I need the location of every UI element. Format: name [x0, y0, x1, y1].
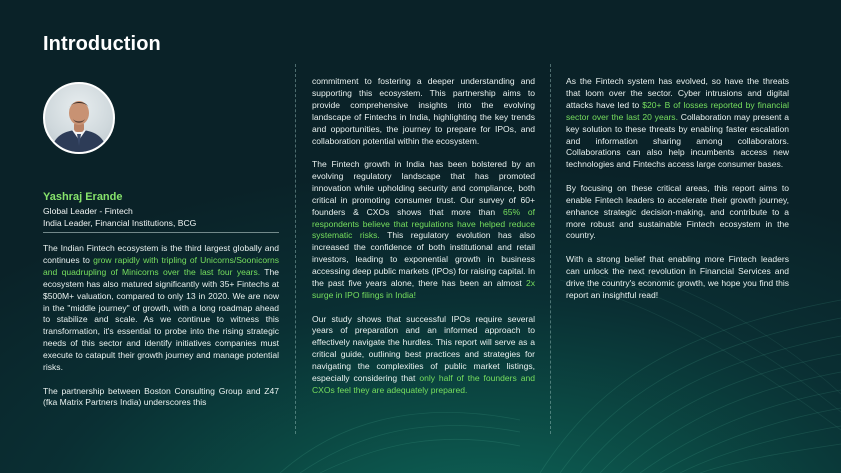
text: Collaboration may present a key solution to these threats by enabling faster escalation and information sharing among collaborators. Collaborations can also help incumbents access new technologies and Fintechs access large consumer bases.: [566, 111, 789, 170]
column-3: [566, 76, 789, 313]
text: By focusing on these critical areas, this report aims to enable Fintech leaders to accelerate their growth journey, enhance strategic decision-making, and contribute to a more robust and sustainable Fintech ecosystem in the country.: [566, 182, 789, 241]
highlight-text: 2x surge in IPO filings in India!: [312, 278, 535, 300]
page-title: Introduction: [43, 33, 161, 55]
highlight-text: only half of the founders and CXOs feel they are adequately prepared.: [312, 373, 535, 395]
paragraph: [312, 314, 535, 397]
author-avatar: [43, 82, 115, 154]
paragraph: [566, 254, 789, 302]
text: As the Fintech system has evolved, so have the threats that loom over the sector. Cyber intrusions and digital attacks have led to: [566, 76, 789, 110]
column-1: [43, 243, 279, 421]
author-role-line1: Global Leader - Fintech: [43, 206, 133, 216]
column-2: [312, 76, 535, 408]
paragraph: [566, 76, 789, 171]
text: The Fintech growth in India has been bolstered by an evolving regulatory landscape that has promoted innovation while upholding security and compliance, both critical in promoting consumer trust. Our survey of 60+ founders & CXOs shows that more than: [312, 159, 535, 217]
highlight-text: $20+ B of losses reported by financial sector over the last 20 years.: [566, 99, 789, 122]
text: The partnership between Boston Consulting Group and Z47 (fka Matrix Partners India) underscores this: [43, 385, 279, 408]
column-divider-2: [550, 64, 551, 434]
text: commitment to fostering a deeper understanding and supporting this ecosystem. This partnership aims to provide comprehensive insights into the evolving landscape of Fintechs in India, highlighting the key trends and opportunities, the journey to prepare for IPOs, and collaboration potential within the ecosystem.: [312, 76, 535, 146]
text: The ecosystem has also matured significantly with 35+ Fintechs at $500M+ valuation, compared to only 13 in 2020. We are now in the "middle journey" of growth, with a long roadmap ahead to stabilize and scale. As we continue to witness this transformation, it's essential to probe into the rising strategic needs of this sector and identify initiatives companies must execute to catapult their growth journey and manage potential risks.: [43, 266, 279, 373]
author-role-line2: India Leader, Financial Institutions, BCG: [43, 218, 197, 228]
text: The Indian Fintech ecosystem is the third largest globally and continues to: [43, 243, 279, 265]
paragraph: [566, 183, 789, 243]
highlight-text: grow rapidly with tripling of Unicorns/Soonicorns and quadrupling of Minicorns over the last four years.: [43, 254, 279, 277]
text: Our study shows that successful IPOs require several years of preparation and an informed approach to effectively navigate the hurdles. This report will serve as a critical guide, outlining best practices and strategies for navigating the complexities of public market listings, especially considering that: [312, 313, 535, 384]
text: This regulatory evolution has also increased the confidence of both institutional and retail investors, leading to exponential growth in business accessing deep public markets (IPOs) for raising capital. In the past five years alone, there has been an almost: [312, 230, 535, 289]
paragraph: [312, 76, 535, 147]
column-divider-1: [295, 64, 296, 434]
highlight-text: 65% of respondents believe that regulations have helped reduce systematic risks.: [312, 206, 536, 241]
paragraph: [43, 386, 279, 410]
author-name: Yashraj Erande: [43, 191, 123, 203]
author-divider: [43, 232, 279, 233]
text: With a strong belief that enabling more Fintech leaders can unlock the next revolution in Financial Services and drive the country's economic growth, we hope you find this report an insightful read!: [566, 253, 789, 300]
paragraph: [43, 243, 279, 374]
paragraph: [312, 159, 535, 302]
